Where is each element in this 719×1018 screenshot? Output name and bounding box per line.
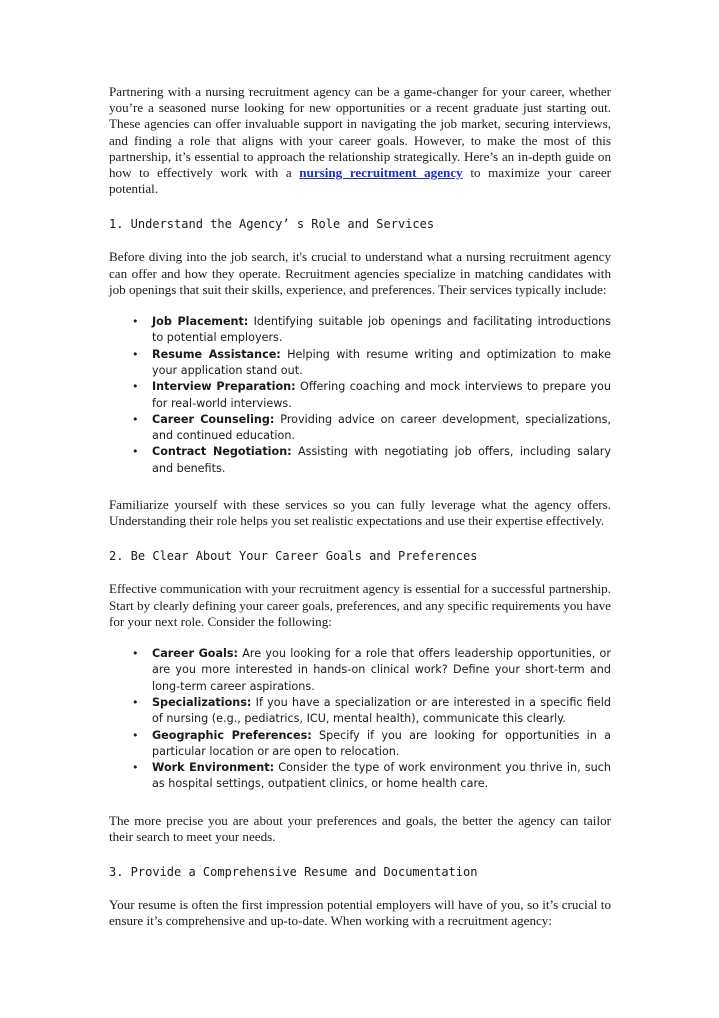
- list-item: [132, 444, 612, 477]
- list-item-term: Geographic Preferences:: [152, 728, 312, 742]
- list-item: [132, 728, 612, 761]
- list-item-text: Providing advice on career development, specializations, and continued education.: [152, 412, 611, 443]
- section-2-heading: 2. Be Clear About Your Career Goals and Preferences: [109, 549, 478, 564]
- list-item-term: Work Environment:: [152, 761, 275, 775]
- list-item-text: Helping with resume writing and optimization to make your application stand out.: [152, 347, 611, 377]
- list-item-term: Career Goals:: [152, 647, 238, 661]
- list-item-term: Interview Preparation:: [152, 380, 296, 394]
- section-1-heading: 1. Understand the Agency’ s Role and Services: [109, 217, 435, 232]
- bullet-icon: •: [132, 728, 139, 742]
- bullet-icon: •: [132, 647, 139, 661]
- bullet-icon: •: [132, 445, 139, 459]
- list-item-text: Consider the type of work environment you thrive in, such as hospital settings, outpatient clinics, or home health care.: [152, 761, 611, 791]
- bullet-icon: •: [132, 695, 139, 709]
- document-page: [109, 84, 611, 930]
- bullet-icon: •: [132, 412, 139, 426]
- list-item-text: Assisting with negotiating job offers, including salary and benefits.: [152, 445, 612, 475]
- intro-paragraph: [109, 84, 611, 197]
- section-1-services-list: [109, 314, 611, 477]
- section-3-heading: 3. Provide a Comprehensive Resume and Documentation: [109, 865, 478, 880]
- section-1-paragraph-2: Familiarize yourself with these services so you can fully leverage what the agency offers. Understanding their role helps you set realistic expectations and use their expertise effectively.: [109, 497, 611, 529]
- list-item: [132, 760, 611, 793]
- list-item-text: Specify if you are looking for opportunities in a particular location or are open to relocation.: [152, 728, 612, 758]
- intro-text-before-link: Partnering with a nursing recruitment agency can be a game-changer for your career, whether you’re a seasoned nurse looking for new opportunities or a recent graduate just starting out. These agencies can offer invaluable support in navigating the job market, securing interviews, and finding a role that aligns with your career goals. However, to make the most of this partnership, it’s essential to approach the relationship strategically. Here’s an in-depth guide on how to effectively work with a: [109, 84, 611, 181]
- list-item: [132, 695, 611, 728]
- section-1-paragraph-1: Before diving into the job search, it's crucial to understand what a nursing recruitment agency can offer and how they operate. Recruitment agencies specialize in matching candidates with job openings that suit their skills, experience, and preferences. Their services typically include:: [109, 249, 611, 297]
- list-item: [132, 379, 611, 412]
- list-item-text: Are you looking for a role that offers leadership opportunities, or are you more interested in hands-on clinical work? Define your short-term and long-term career aspirations.: [152, 647, 611, 693]
- list-item-term: Career Counseling:: [152, 412, 275, 426]
- list-item-text: If you have a specialization or are interested in a specific field of nursing (e.g., pediatrics, ICU, mental health), communicate this clearly.: [152, 695, 611, 726]
- section-3-paragraph-1: Your resume is often the first impression potential employers will have of you, so it’s crucial to ensure it’s comprehensive and up-to-date. When working with a recruitment agency:: [109, 897, 611, 929]
- list-item: [132, 314, 611, 347]
- list-item-text: Identifying suitable job openings and facilitating introductions to potential employers.: [152, 315, 611, 345]
- bullet-icon: •: [132, 761, 139, 775]
- list-item-term: Resume Assistance:: [152, 347, 281, 361]
- nursing-recruitment-agency-link[interactable]: nursing recruitment agency: [299, 165, 463, 181]
- section-2-preferences-list: [109, 646, 611, 793]
- list-item: [132, 412, 611, 445]
- list-item-term: Contract Negotiation:: [152, 445, 292, 459]
- list-item-term: Specializations:: [152, 695, 252, 709]
- bullet-icon: •: [132, 347, 139, 361]
- intro-text-after-link: to maximize your career potential.: [109, 165, 611, 197]
- section-2-paragraph-1: Effective communication with your recruitment agency is essential for a successful partnership. Start by clearly defining your career goals, preferences, and any specific requirements you have for your next role. Consider the following:: [109, 581, 611, 629]
- bullet-icon: •: [132, 380, 139, 394]
- list-item: [132, 347, 611, 380]
- bullet-icon: •: [132, 315, 139, 329]
- list-item: [132, 646, 611, 695]
- section-2-paragraph-2: The more precise you are about your preferences and goals, the better the agency can tailor their search to meet your needs.: [109, 812, 611, 844]
- list-item-text: Offering coaching and mock interviews to prepare you for real-world interviews.: [152, 380, 611, 410]
- list-item-term: Job Placement:: [152, 315, 249, 329]
